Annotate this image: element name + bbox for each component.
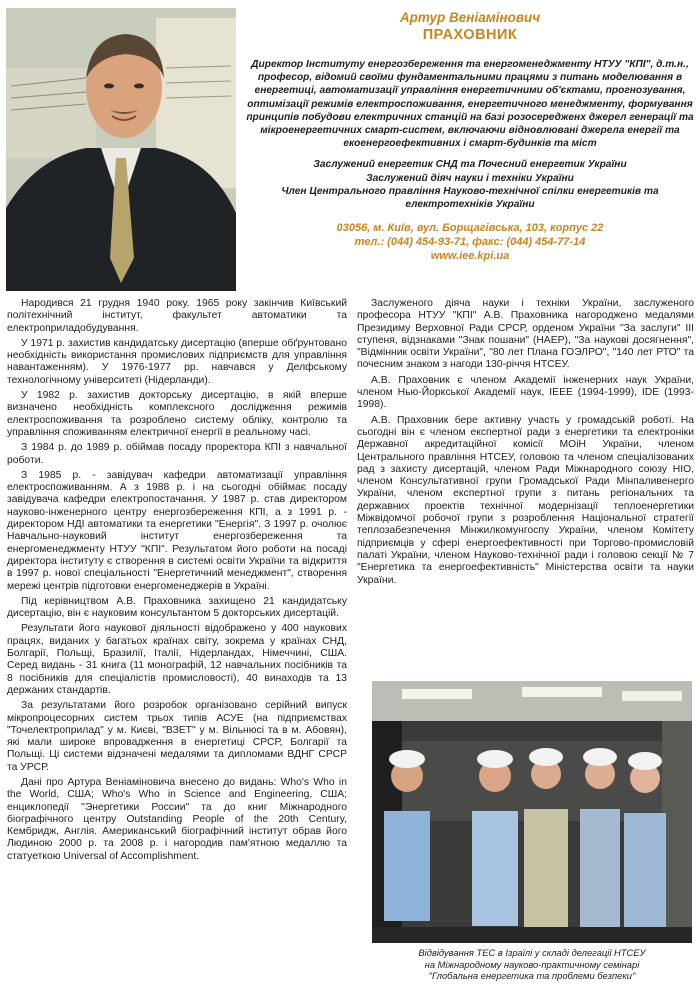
paragraph: Під керівництвом А.В. Праховника захищено 21 кандидатську дисертацію, він є науковим консультантом 5 докторських дисертацій. (7, 595, 347, 620)
paragraph: Результати його наукової діяльності відображено у 400 наукових працях, виданих у багатьох країнах світу, зокрема у країнах СНД, Болгарії, Польщі, Бразилії, Італії, Нідерландах, Німеччині, США. Серед видань - 31 книга (11 монографій, 12 навчальних посібників та 8 посібників для спеціалістів промисловості), 40 винаходів та 13 держаних стандартів. (7, 623, 347, 696)
caption-line: "Глобальна енергетика та проблеми безпеки" (428, 970, 636, 982)
paragraph: За результатами його розробок організовано серійний випуск мікропроцесорних систем трьох типів АСУЕ (на підприємствах "Точелектроприлад" у м. Києві, "ВЗЕТ" у м. Вільнюсі та в м. Абовян), які мали широке впровадження в енергетиці СРСР, Болгарії та Польщі. Ці системи відзначені медалями та дипломами ВДНГ СРСР та УРСР. (7, 700, 347, 773)
portrait-photo (6, 8, 236, 291)
left-column (7, 298, 347, 866)
paragraph: У 1982 р. захистив докторську дисертацію, в якій вперше визначено необхідність комплексного дослідження режимів електроспоживання та розроблено систему обліку, контролю та управління споживанням електричної енергії в реальному часі. (7, 390, 347, 438)
address: 03056, м. Київ, вул. Борщагівська, 103, корпус 22 (336, 222, 604, 235)
caption-line: на Міжнародному науково-практичному семінарі (424, 958, 640, 970)
person-silhouette (624, 752, 666, 927)
photo-caption (372, 947, 692, 982)
header (246, 10, 694, 263)
title-line: Член Центрального правління Науково-технічної спілки енергетиків та електротехніків України (281, 185, 659, 211)
title-line: Заслужений енергетик СНД та Почесний енергетик України (313, 159, 627, 171)
paragraph: У 1971 р. захистив кандидатську дисертацію (вперше обґрунтовано необхідність використання промислових підприємств для управління навантаженням). У 1976-1977 рр. навчався у Делфському технологічному університеті (Нідерланди). (7, 337, 347, 386)
portrait-image (6, 8, 236, 291)
paragraph: А.В. Праховник бере активну участь у громадській роботі. На сьогодні він є членом експертної ради з енергетики та електроніки Державної акредитаційної комісії МОіН України, членом Центрального правління НТСЕУ, головою та членом спеціалізованих рад з захисту дисертацій, членом Ради Міжнародного союзу НІО, членом Консультативної групи Громадської Ради Мінпаливенерго України, членом експертної групи з питань регіональних та державних проектів технічної модернізації теплоенергетики Міжвідомчої робочої групи з розроблення Національної стратегії теплозабезпечення Мінжилкомунгоспу України, членом Комітету підприємців у сфері енергоефективності при Торгово-промисловій палаті України, членом Науково-технічної ради і головою секції № 7 "Енергетика та енергоефективність" Міністерства освіти та науки України. (357, 414, 694, 586)
paragraph: З 1985 р. - завідувач кафедри автоматизації управління електроспоживанням. А з 1988 р. і на сьогодні обіймає посаду завідувача кафедри електропостачання. У 1987 р. став директором науково-інженерного центру енергозбереження КПІ, а з 1991 р. - директором НДІ автоматики та енергетики "Енергія". З 1997 р. очолює Навчально-науковий інститут енергозбереження та енергоменеджменту НТУУ "КПІ". Результатом його роботи на посаді директора інституту є створення в системі освіти України та відкриття в 1997 р. нової спеціальності "Енергетичний менеджмент", створення мережі центрів підготовки енергоменеджерів в Україні. (7, 469, 347, 592)
paragraph: З 1984 р. до 1989 р. обіймав посаду проректора КПІ з навчальної роботи. (7, 442, 347, 466)
paragraph: Народився 21 грудня 1940 року. 1965 року закінчив Київський політехнічний інститут, факультет автоматики та електроприладобудування. (7, 298, 347, 334)
person-first-name: Артур Веніамінович (399, 10, 541, 25)
person-silhouette (580, 748, 620, 927)
caption-line: Відвідування ТЕС в Ізраїлі у складі делегації НТСЕУ (418, 947, 646, 958)
honorary-titles (246, 158, 694, 211)
group-photo (372, 681, 692, 943)
website-link[interactable]: www.iee.kpi.ua (430, 250, 510, 263)
paragraph: Заслуженого діяча науки і техніки України, заслуженого професора НТУУ "КПІ" А.В. Праховника нагороджено медалями Президиму Верховної Ради СРСР, орденом України "За заслуги" III ступеня, відзнаками "Знак пошани" (НАЕР), "За наукові досягнення", "Відмінник освіти України", "80 лет Плана ГОЭЛРО", "140 лет РТО" та почесним знаком з нагоди 130-річчя НТСЕУ. (357, 298, 694, 371)
paragraph: Дані про Артура Веніаміновича внесено до видань: Who's Who in the World, США; Who's Who in Science and Engineering, США; енциклопедії "Энергетики России" та до книг Міжнародного біографічного центру Outstanding People of the 20th Century, Кембридж, Англія. Американський біографічний інститут обрав його Людиною 2000 р. та 2008 р. і нагородив пам'ятною медаллю та статуеткою Universal of Accomplishment. (7, 776, 347, 862)
title-line: Заслужений діяч науки і техніки України (366, 172, 574, 184)
paragraph: А.В. Праховник є членом Академії інженерних наук України, членом Нью-Йоркської Академії наук, IEEE (1994-1999), IDE (1993-1998). (357, 374, 694, 411)
bio-summary: Директор Інституту енергозбереження та енергоменеджменту НТУУ "КПІ", д.т.н., професор, відомий своїми фундаментальними працями з питань моделювання в енергетиці, автоматизації управління енергетичними об'єктами, прогнозування, оптимізації режимів електроспоживання, енергетичного менеджменту, формування принципів побудови електричних станцій на базі розосередженх джерел генерації та мікроенергетичних смарт-систем, включаючи відновлювані джерела енергії та екоенергоефективних і смарт-будинків та міст (246, 59, 694, 150)
person-last-name: ПРАХОВНИК (422, 27, 518, 43)
right-column (357, 298, 694, 590)
phones: тел.: (044) 454-93-71, факс: (044) 454-77-14 (354, 236, 586, 249)
group-photo-image (372, 681, 692, 943)
contact-block (246, 221, 694, 263)
